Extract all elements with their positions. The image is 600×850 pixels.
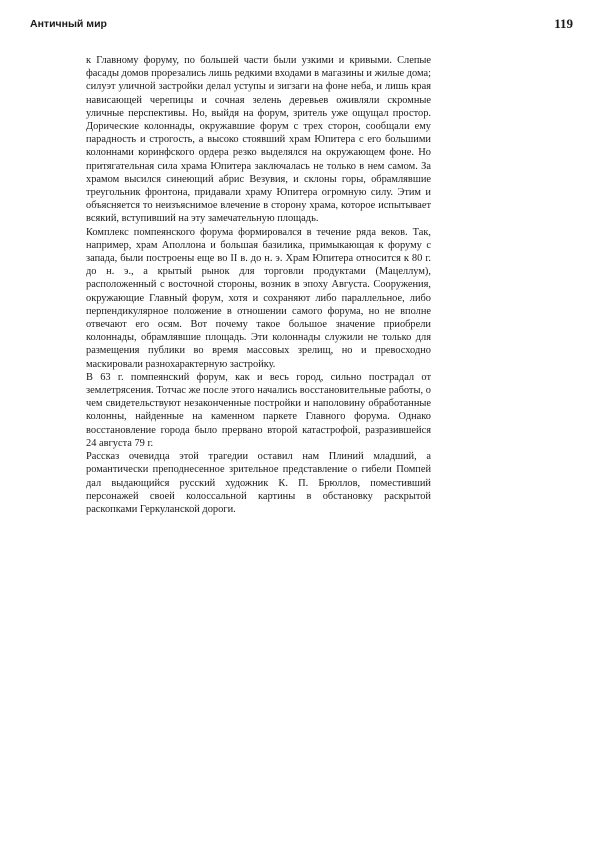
paragraph: Комплекс помпеянского форума формировался в течение ряда веков. Так, например, храм Аполлона и большая базилика, примыкающая к форуму с запада, были построены еще во II в. до н. э. Храм Юпитера относится к 80 г. до н. э., а крытый рынок для торговли продуктами (Мацеллум), расположенный с восточной стороны, возник в эпоху Августа. Сооружения, окружающие Главный форум, хотя и сохраняют либо параллельное, либо перпендикулярное положение в отношении самого форума, но не вполне отвечают его осям. Вот почему такое большое значение приобрели колоннады, обрамлявшие площадь. Эти колоннады служили не только для размещения публики во время массовых зрелищ, но и превосходно маскировали разнохарактерную застройку.	[86, 226, 431, 370]
paragraph: Рассказ очевидца этой трагедии оставил нам Плиний младший, а романтически преподнесенное зрительное представление о гибели Помпей дал выдающийся русский художник К. П. Брюллов, поместивший персонажей своей колоссальной картины в обстановку раскрытой раскопками Геркуланской дороги.	[86, 451, 431, 515]
page-number: 119	[554, 16, 573, 31]
paragraph: В 63 г. помпеянский форум, как и весь город, сильно пострадал от землетрясения. Тотчас же после этого начались восстановительные работы, о чем свидетельствуют незаконченные постройки и наполовину обработанные колонны, найденные на каменном паркете Главного форума. Однако восстановление города было прервано второй катастрофой, разразившейся 24 августа 79 г.	[86, 371, 431, 449]
running-title: Античный мир	[30, 18, 107, 30]
paragraph: к Главному форуму, по большей части были узкими и кривыми. Слепые фасады домов прорезались лишь редкими входами в магазины и жилые дома; силуэт уличной застройки делал уступы и зигзаги на фоне неба, и лишь края нависающей черепицы и сочная зелень деревьев оживляли скромные уличные перспективы. Но, выйдя на форум, зритель уже ощущал простор. Дорические колоннады, окружавшие форум с трех сторон, сообщали ему парадность и строгость, а высоко стоявший храм Юпитера с его большими колоннами коринфского ордера резко выделялся на окружающем фоне. Но притягательная сила храма Юпитера заключалась не только в нем самом. За храмом высился синеющий абрис Везувия, и склоны горы, обрамлявшие треугольник фронтона, придавали храму Юпитера огромную силу. Этим и объясняется то неизъяснимое влечение в сторону храма, которое испытывает всякий, вступивший на эту замечательную площадь.	[86, 55, 431, 225]
article-body	[86, 54, 431, 516]
